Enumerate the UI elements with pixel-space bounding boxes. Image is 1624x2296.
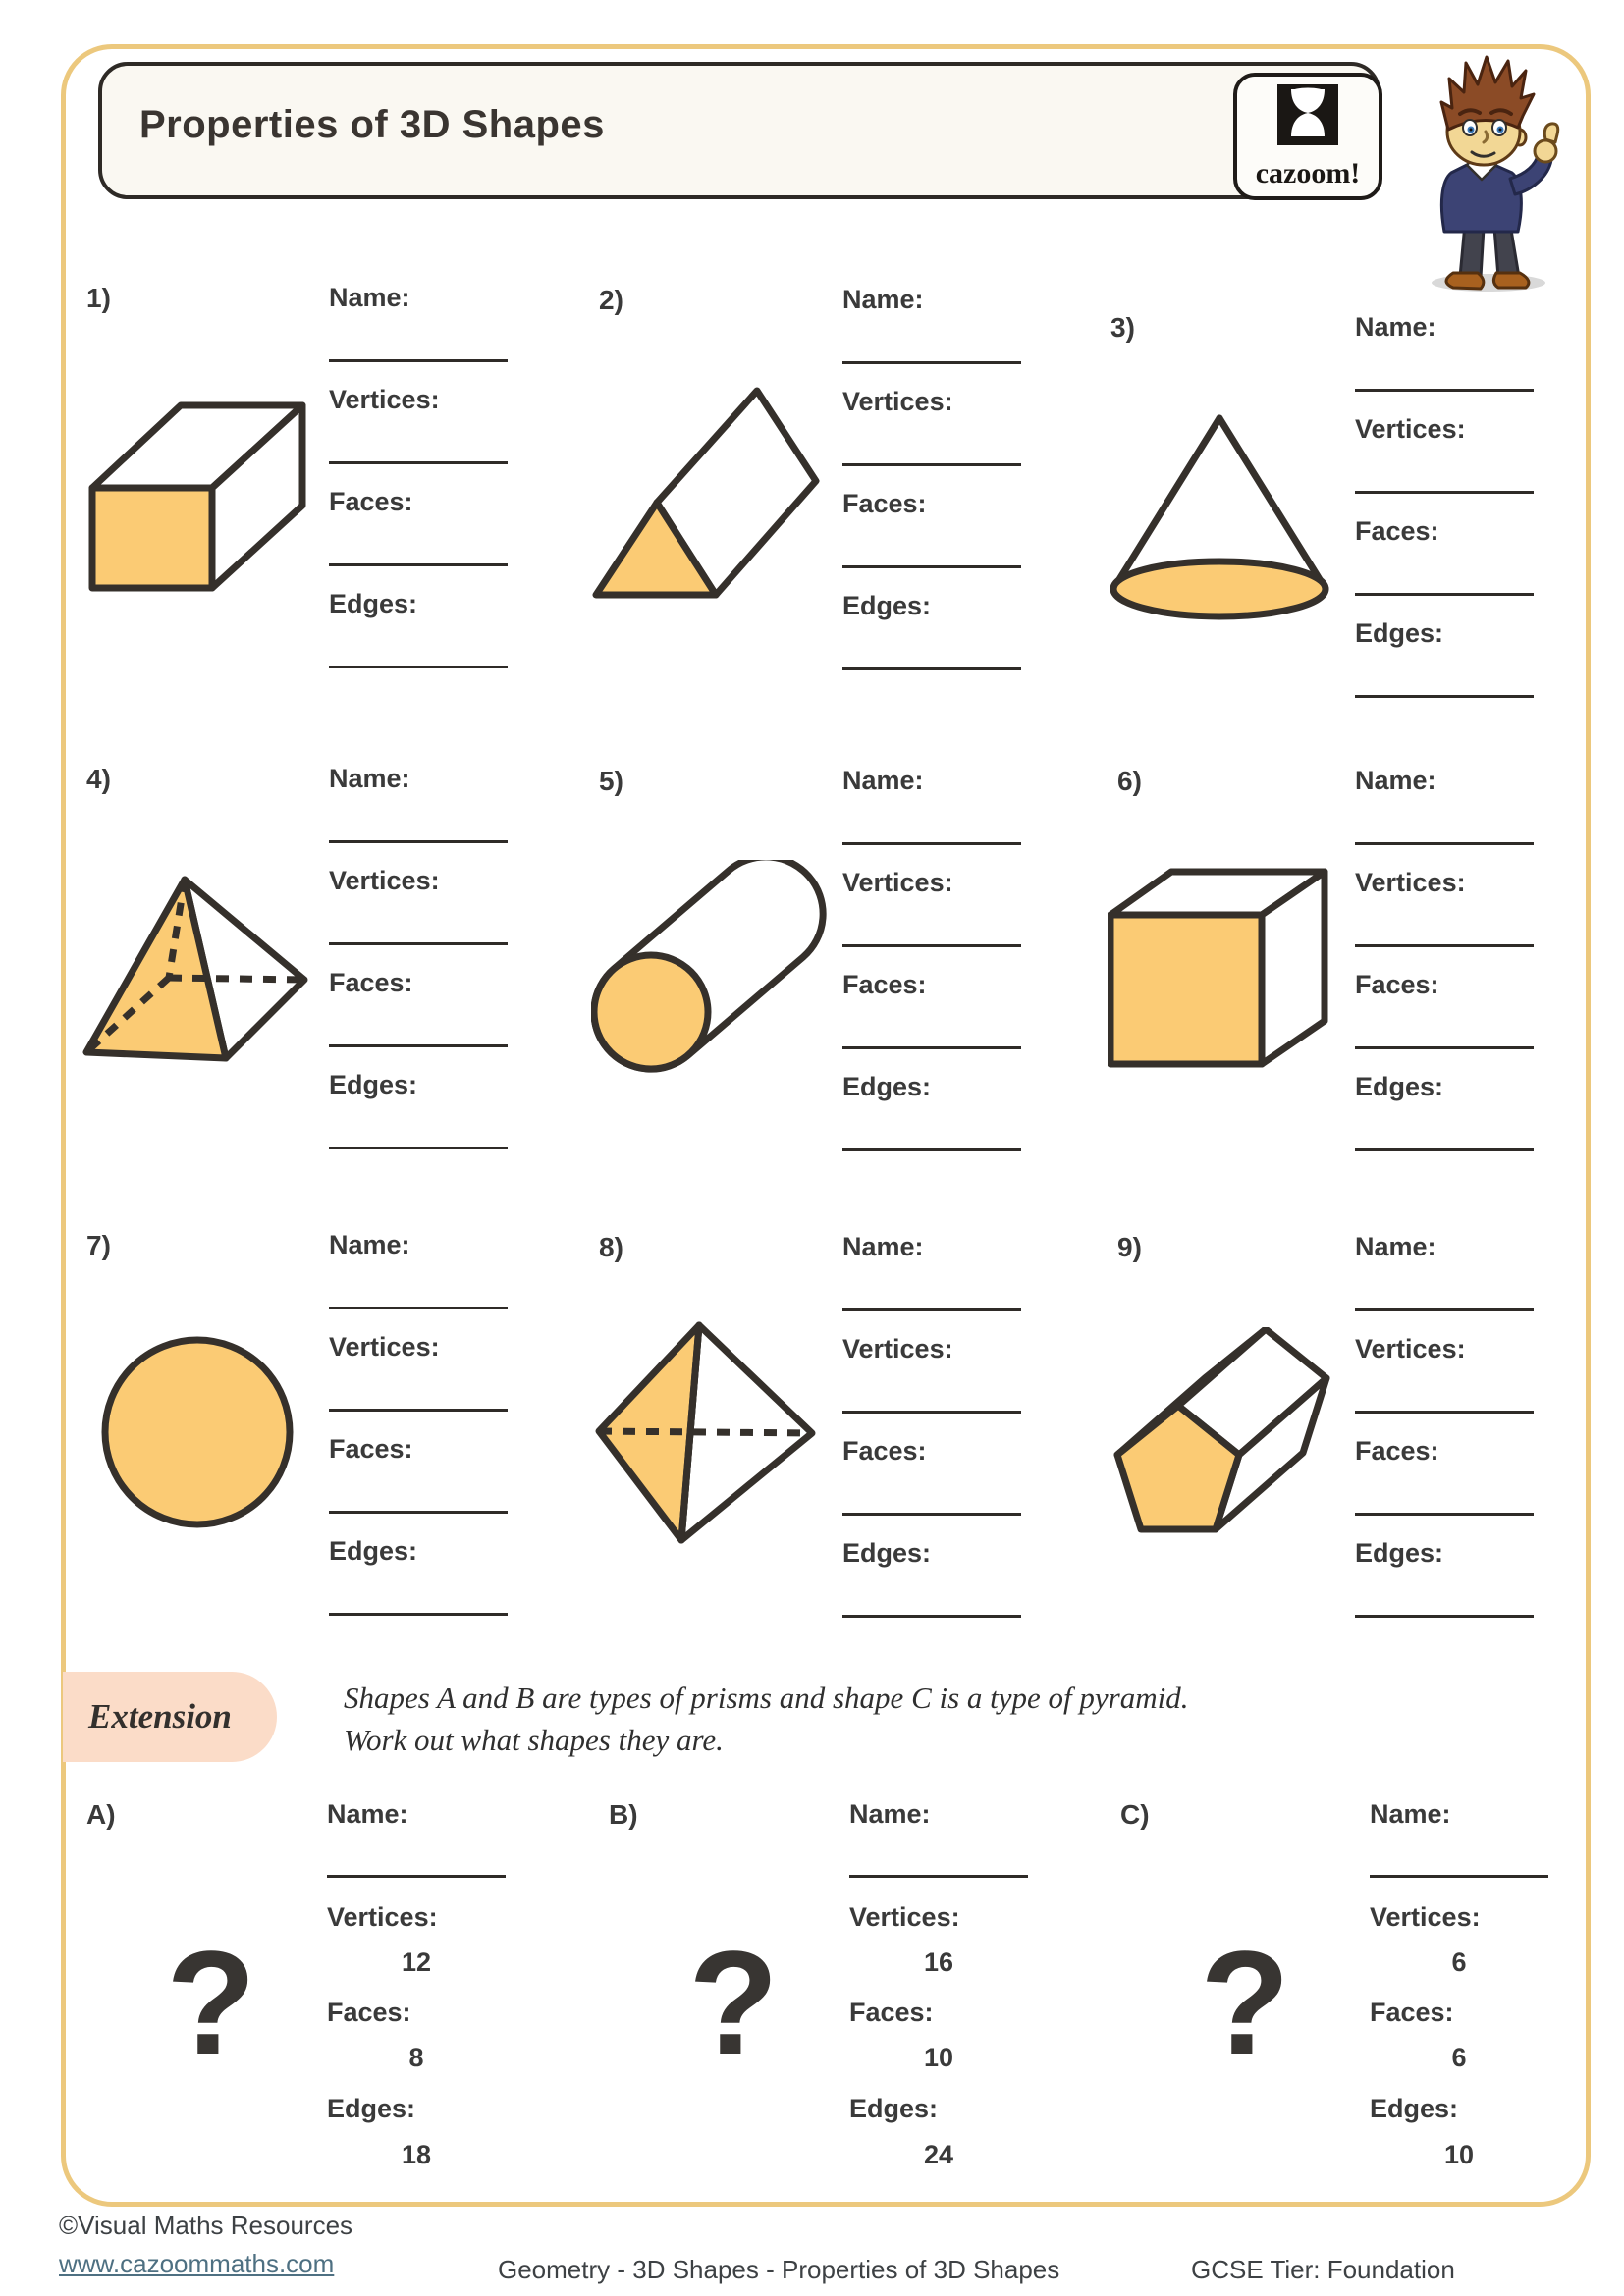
square-based-pyramid-shape bbox=[81, 872, 312, 1068]
extension-item-c-unknown-shape: ? bbox=[1200, 1920, 1290, 2085]
question-1-fields bbox=[329, 283, 510, 675]
faces-label: Faces: bbox=[327, 1998, 411, 2027]
edges-label: Edges: bbox=[1355, 1538, 1444, 1568]
edges-value: 18 bbox=[401, 2140, 432, 2169]
edges-label: Edges: bbox=[1355, 1072, 1444, 1101]
answer-line[interactable] bbox=[329, 1581, 508, 1616]
answer-line[interactable] bbox=[849, 1843, 1028, 1878]
name-label: Name: bbox=[842, 1232, 924, 1261]
answer-line[interactable] bbox=[1355, 561, 1534, 596]
footer-topic: Geometry - 3D Shapes - Properties of 3D Shapes bbox=[498, 2255, 1060, 2284]
question-2-number: 2) bbox=[599, 285, 623, 315]
answer-line[interactable] bbox=[842, 1379, 1021, 1414]
name-label: Name: bbox=[329, 1230, 410, 1259]
answer-line[interactable] bbox=[842, 1277, 1021, 1311]
extension-badge-label: Extension bbox=[88, 1697, 232, 1735]
extension-item-a-letter: A) bbox=[86, 1799, 116, 1830]
answer-line[interactable] bbox=[329, 1275, 508, 1309]
edges-label: Edges: bbox=[327, 2094, 416, 2123]
vertices-label: Vertices: bbox=[329, 866, 440, 895]
answer-line[interactable] bbox=[329, 1115, 508, 1149]
answer-line[interactable] bbox=[1355, 1277, 1534, 1311]
name-label: Name: bbox=[842, 285, 924, 314]
faces-label: Faces: bbox=[849, 1998, 934, 2027]
faces-label: Faces: bbox=[1355, 1436, 1439, 1466]
question-6-fields bbox=[1355, 766, 1536, 1158]
extension-badge bbox=[63, 1672, 277, 1762]
pentagonal-prism-shape bbox=[1104, 1327, 1337, 1537]
mascot-boy-illustration bbox=[1402, 55, 1575, 296]
name-label: Name: bbox=[1355, 1232, 1436, 1261]
cazoom-logo-text: cazoom! bbox=[1255, 157, 1361, 189]
name-label: Name: bbox=[842, 766, 924, 795]
answer-line[interactable] bbox=[1355, 811, 1534, 845]
faces-label: Faces: bbox=[329, 1434, 413, 1464]
extension-item-b-unknown-shape: ? bbox=[688, 1920, 779, 2085]
question-3-fields bbox=[1355, 312, 1536, 705]
question-8-number: 8) bbox=[599, 1232, 623, 1262]
faces-value: 8 bbox=[408, 2043, 424, 2072]
cube-shape bbox=[1108, 868, 1331, 1070]
question-5-fields bbox=[842, 766, 1023, 1158]
extension-item-c-letter: C) bbox=[1120, 1799, 1150, 1830]
vertices-label: Vertices: bbox=[1355, 414, 1466, 444]
faces-value: 10 bbox=[923, 2043, 954, 2072]
answer-line[interactable] bbox=[1355, 1015, 1534, 1049]
cazoom-logo-icon bbox=[1237, 77, 1379, 196]
cylinder-shape bbox=[591, 860, 827, 1078]
answer-line[interactable] bbox=[842, 1481, 1021, 1516]
answer-line[interactable] bbox=[329, 809, 508, 843]
answer-line[interactable] bbox=[842, 1117, 1021, 1151]
cuboid-shape bbox=[88, 398, 306, 592]
name-label: Name: bbox=[327, 1799, 408, 1829]
faces-label: Faces: bbox=[1355, 516, 1439, 546]
answer-line[interactable] bbox=[1355, 1117, 1534, 1151]
question-7-number: 7) bbox=[86, 1230, 111, 1260]
extension-item-a-fields bbox=[327, 1799, 508, 2192]
vertices-label: Vertices: bbox=[329, 1332, 440, 1362]
edges-label: Edges: bbox=[849, 2094, 939, 2123]
name-label: Name: bbox=[1370, 1799, 1451, 1829]
footer-website-link[interactable]: www.cazoommaths.com bbox=[59, 2249, 335, 2278]
vertices-label: Vertices: bbox=[1355, 868, 1466, 897]
question-1-number: 1) bbox=[86, 283, 111, 313]
vertices-label: Vertices: bbox=[842, 1334, 953, 1363]
question-4-number: 4) bbox=[86, 764, 111, 794]
faces-label: Faces: bbox=[1355, 970, 1439, 999]
answer-line[interactable] bbox=[327, 1843, 506, 1878]
vertices-label: Vertices: bbox=[1370, 1902, 1481, 1932]
question-7-fields bbox=[329, 1230, 510, 1623]
name-label: Name: bbox=[1355, 766, 1436, 795]
answer-line[interactable] bbox=[1355, 664, 1534, 698]
answer-line[interactable] bbox=[329, 1013, 508, 1047]
extension-instruction-line1: Shapes A and B are types of prisms and shape C is a type of pyramid. bbox=[344, 1681, 1189, 1715]
vertices-label: Vertices: bbox=[842, 387, 953, 416]
cazoom-logo-box bbox=[1233, 73, 1382, 200]
faces-label: Faces: bbox=[329, 487, 413, 516]
edges-label: Edges: bbox=[842, 1538, 932, 1568]
vertices-label: Vertices: bbox=[842, 868, 953, 897]
answer-line[interactable] bbox=[842, 330, 1021, 364]
answer-line[interactable] bbox=[842, 534, 1021, 568]
faces-label: Faces: bbox=[842, 1436, 927, 1466]
edges-label: Edges: bbox=[329, 1536, 418, 1566]
answer-line[interactable] bbox=[842, 432, 1021, 466]
answer-line[interactable] bbox=[329, 328, 508, 362]
faces-label: Faces: bbox=[842, 489, 927, 518]
question-5-number: 5) bbox=[599, 766, 623, 796]
faces-label: Faces: bbox=[842, 970, 927, 999]
cone-shape bbox=[1108, 412, 1331, 622]
extension-item-b-fields bbox=[849, 1799, 1030, 2192]
triangular-prism-shape bbox=[592, 383, 820, 601]
footer-copyright: ©Visual Maths Resources bbox=[59, 2211, 353, 2240]
answer-line[interactable] bbox=[329, 1479, 508, 1514]
answer-line[interactable] bbox=[1355, 1379, 1534, 1414]
name-label: Name: bbox=[849, 1799, 931, 1829]
answer-line[interactable] bbox=[1355, 1583, 1534, 1618]
answer-line[interactable] bbox=[1355, 459, 1534, 494]
sphere-shape bbox=[98, 1333, 297, 1531]
edges-label: Edges: bbox=[329, 589, 418, 618]
vertices-label: Vertices: bbox=[1355, 1334, 1466, 1363]
question-2-fields bbox=[842, 285, 1023, 677]
question-6-number: 6) bbox=[1117, 766, 1142, 796]
footer-tier: GCSE Tier: Foundation bbox=[1191, 2255, 1455, 2284]
answer-line[interactable] bbox=[329, 1377, 508, 1412]
edges-value: 24 bbox=[923, 2140, 954, 2169]
extension-instruction bbox=[344, 1677, 1522, 1761]
faces-label: Faces: bbox=[1370, 1998, 1454, 2027]
faces-value: 6 bbox=[1451, 2043, 1467, 2072]
edges-value: 10 bbox=[1443, 2140, 1475, 2169]
answer-line[interactable] bbox=[1370, 1843, 1548, 1878]
answer-line[interactable] bbox=[1355, 913, 1534, 947]
extension-instruction-line2: Work out what shapes they are. bbox=[344, 1723, 724, 1757]
edges-label: Edges: bbox=[329, 1070, 418, 1099]
name-label: Name: bbox=[329, 764, 410, 793]
vertices-label: Vertices: bbox=[849, 1902, 960, 1932]
answer-line[interactable] bbox=[1355, 1481, 1534, 1516]
question-3-number: 3) bbox=[1110, 312, 1135, 343]
edges-label: Edges: bbox=[1370, 2094, 1459, 2123]
octahedron-shape bbox=[595, 1321, 817, 1545]
answer-line[interactable] bbox=[329, 532, 508, 566]
extension-item-a-unknown-shape: ? bbox=[166, 1920, 256, 2085]
name-label: Name: bbox=[1355, 312, 1436, 342]
question-8-fields bbox=[842, 1232, 1023, 1625]
answer-line[interactable] bbox=[842, 811, 1021, 845]
answer-line[interactable] bbox=[842, 1583, 1021, 1618]
vertices-value: 16 bbox=[923, 1948, 954, 1977]
vertices-label: Vertices: bbox=[327, 1902, 438, 1932]
page-title: Properties of 3D Shapes bbox=[139, 103, 605, 146]
extension-item-c-fields bbox=[1370, 1799, 1550, 2192]
edges-label: Edges: bbox=[842, 1072, 932, 1101]
answer-line[interactable] bbox=[842, 636, 1021, 670]
answer-line[interactable] bbox=[842, 913, 1021, 947]
edges-label: Edges: bbox=[1355, 618, 1444, 648]
question-4-fields bbox=[329, 764, 510, 1156]
name-label: Name: bbox=[329, 283, 410, 312]
faces-label: Faces: bbox=[329, 968, 413, 997]
vertices-value: 6 bbox=[1451, 1948, 1467, 1977]
edges-label: Edges: bbox=[842, 591, 932, 620]
vertices-label: Vertices: bbox=[329, 385, 440, 414]
question-9-number: 9) bbox=[1117, 1232, 1142, 1262]
question-9-fields bbox=[1355, 1232, 1536, 1625]
answer-line[interactable] bbox=[329, 430, 508, 464]
extension-item-b-letter: B) bbox=[609, 1799, 638, 1830]
answer-line[interactable] bbox=[329, 634, 508, 668]
answer-line[interactable] bbox=[329, 911, 508, 945]
answer-line[interactable] bbox=[1355, 357, 1534, 392]
answer-line[interactable] bbox=[842, 1015, 1021, 1049]
vertices-value: 12 bbox=[401, 1948, 432, 1977]
